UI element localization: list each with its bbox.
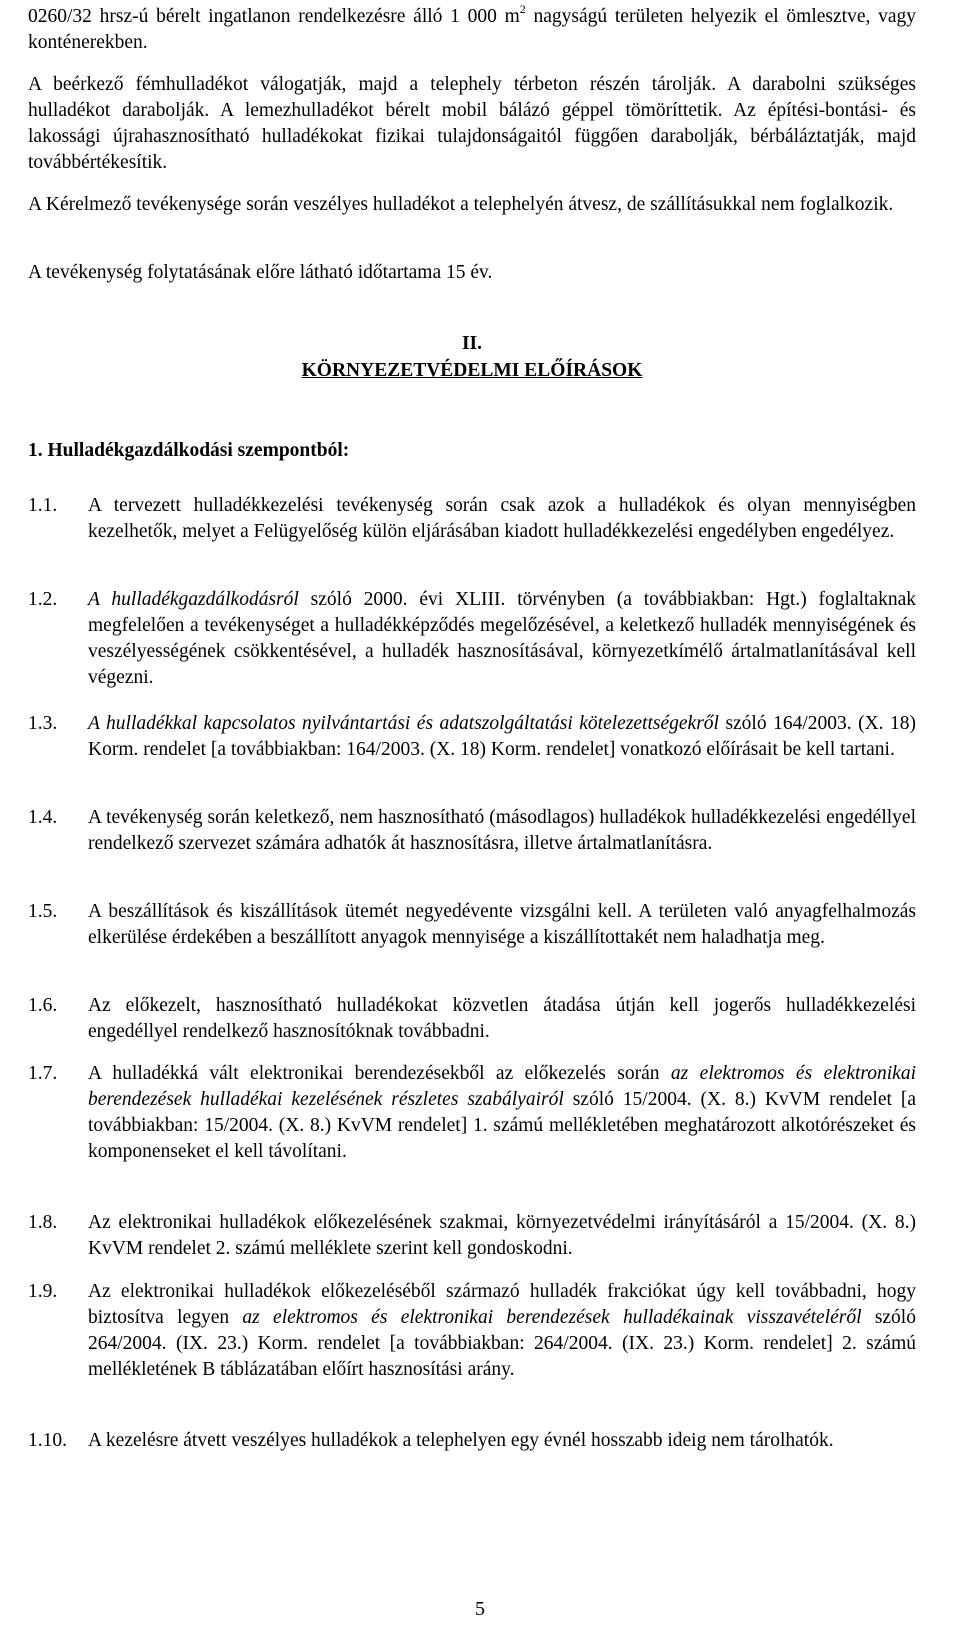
item-text-rest: szóló 15/2004. (X. 8.) KvVM rendelet [a továbbiakban: 15/2004. (X. 8.) KvVM rendelet] 1. számú mellékletében meghatározott alkotórészeket és komponenseket el kell távolítani. [88,1089,916,1162]
intro-paragraph-1 [28,4,916,56]
item-text: Az elektronikai hulladékok előkezelésének szakmai, környezetvédelmi irányításáról a 15/2004. (X. 8.) KvVM rendelet 2. számú melléklete szerint kell gondoskodni. [88,1212,916,1259]
intro-p1-text-end: nagyságú területen helyezik el ömlesztve, vagy konténerekben. [28,6,916,53]
item-italic-title: az elektromos és elektronikai berendezések hulladékai kezelésének részletes szabályairól [88,1063,916,1110]
item-text: A tevékenység során keletkező, nem hasznosítható (másodlagos) hulladékok hulladékkezelési engedéllyel rendelkező szervezet számára adhatók át hasznosításra, illetve ártalmatlanításra. [88,807,916,854]
item-italic-title: az elektromos és elektronikai berendezések hulladékainak visszavételéről [242,1307,862,1328]
intro-paragraph-3: A Kérelmező tevékenysége során veszélyes hulladékot a telephelyén átvesz, de szállításukkal nem foglalkozik. [28,194,894,215]
page-number: 5 [475,1598,485,1620]
item-text-rest: szóló 164/2003. (X. 18) Korm. rendelet [a továbbiakban: 164/2003. (X. 18) Korm. rendelet] vonatkozó előírásait be kell tartani. [88,713,916,760]
item-number: 1.7. [28,1063,58,1084]
item-text: A beszállítások és kiszállítások ütemét negyedévente vizsgálni kell. A területen való anyagfelhalmozás elkerülése érdekében a beszállított anyagok mennyisége a kiszállítottakét nem haladhatja meg. [88,901,916,948]
item-number: 1.5. [28,901,58,922]
item-number: 1.9. [28,1281,58,1302]
item-text: Az előkezelt, hasznosítható hulladékokat közvetlen átadása útján kell jogerős hulladékkezelési engedéllyel rendelkező hasznosítóknak továbbadni. [88,995,916,1042]
item-number: 1.4. [28,807,58,828]
item-number: 1.10. [28,1430,67,1451]
section-title: KÖRNYEZETVÉDELMI ELŐÍRÁSOK [301,360,643,381]
item-text-rest: szóló 264/2004. (IX. 23.) Korm. rendelet [a továbbiakban: 264/2004. (IX. 23.) Korm. rendelet] 2. számú mellékletének B táblázatában előírt hasznosítási arány. [88,1307,916,1380]
item-text [88,1279,916,1383]
item-text-start: Az elektronikai hulladékok előkezeléséből származó hulladék frakciókat úgy kell továbbadni, hogy biztosítva legyen [88,1281,916,1328]
item-text [88,587,916,691]
intro-p1-text: 0260/32 hrsz-ú bérelt ingatlanon rendelkezésre álló 1 000 m [28,6,520,27]
item-number: 1.1. [28,495,58,516]
item-text [88,711,916,763]
item-text-start: A hulladékká vált elektronikai berendezésekből az előkezelés során [88,1063,671,1084]
intro-p1-superscript: 2 [519,2,526,16]
subsection-heading: 1. Hulladékgazdálkodási szempontból: [28,440,350,461]
item-number: 1.2. [28,589,58,610]
intro-paragraph-2: A beérkező fémhulladékot válogatják, majd a telephely térbeton részén tárolják. A darabolni szükséges hulladékot darabolják. A lemezhulladékot bérelt mobil bálázó géppel tömöríttetik. Az építési-bontási- és lakossági újrahasznosítható hulladékokat fizikai tulajdonságaitól függően darabolják, bérbáláztatják, majd továbbértékesítik. [28,74,916,173]
item-number: 1.3. [28,713,58,734]
item-text: A tervezett hulladékkezelési tevékenység során csak azok a hulladékok és olyan mennyiségben kezelhetők, melyet a Felügyelőség külön eljárásában kiadott hulladékkezelési engedélyben engedélyez. [88,495,916,542]
item-italic-title: A hulladékgazdálkodásról [88,589,299,610]
item-text [88,1061,916,1165]
item-italic-title: A hulladékkal kapcsolatos nyilvántartási és adatszolgáltatási kötelezettségekről [88,713,719,734]
item-text: A kezelésre átvett veszélyes hulladékok a telephelyen egy évnél hosszabb ideig nem tárolhatók. [88,1430,834,1451]
item-number: 1.6. [28,995,58,1016]
intro-paragraph-4: A tevékenység folytatásának előre látható időtartama 15 év. [28,262,493,283]
item-text-rest: szóló 2000. évi XLIII. törvényben (a továbbiakban: Hgt.) foglaltaknak megfelelően a tevékenységet a hulladékképződés megelőzésével, a keletkező hulladék mennyiségének és veszélyességének csökkentésével, a hulladék hasznosításával, környezetkímélő ártalmatlanításával kell végezni. [88,589,916,688]
item-number: 1.8. [28,1212,58,1233]
section-roman-numeral: II. [461,333,483,354]
